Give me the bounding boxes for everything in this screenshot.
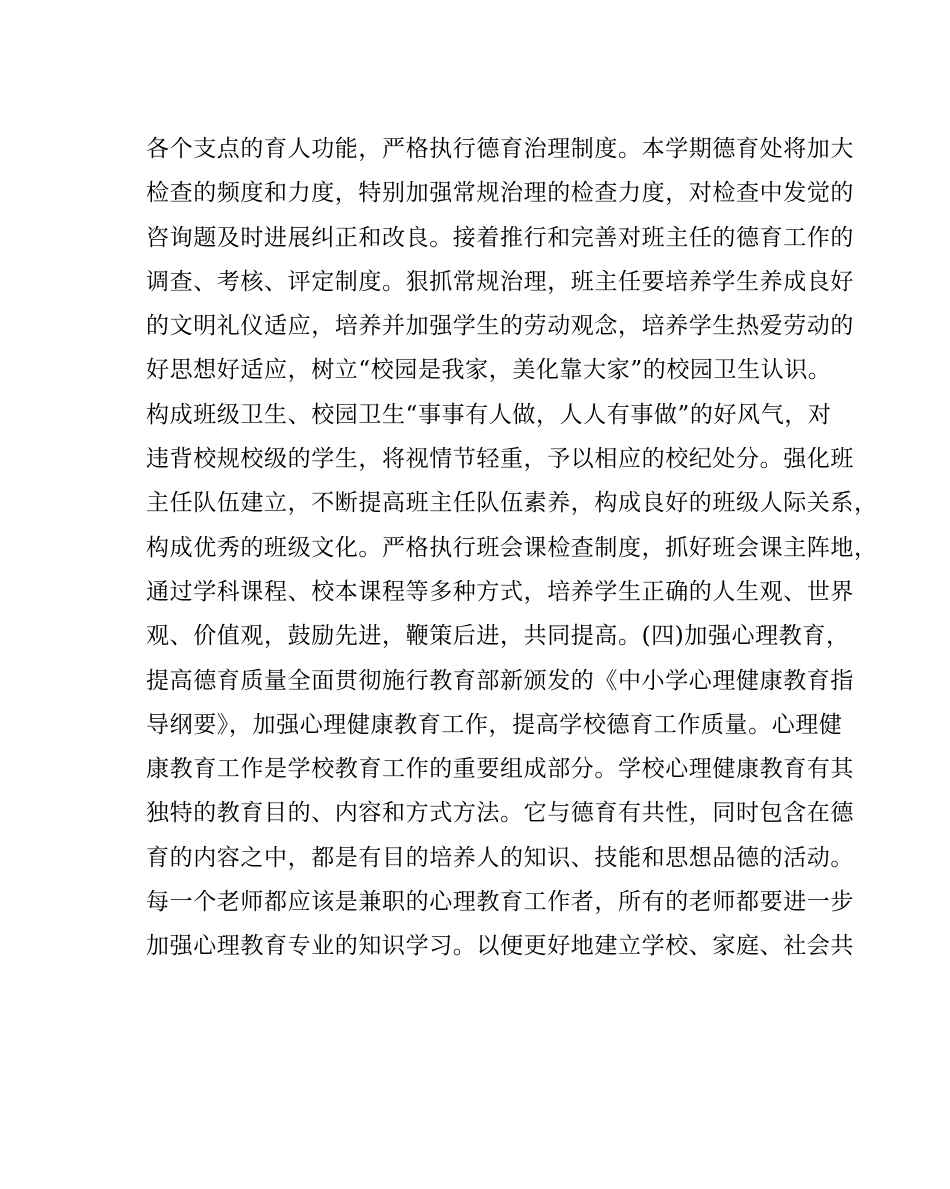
text-line: 构成优秀的班级文化。严格执行班会课检查制度，抓好班会课主阵地，: [146, 534, 878, 561]
text-line: 观、价值观，鼓励先进，鞭策后进，共同提高。(四)加强心理教育，: [146, 623, 850, 650]
text-line: 导纲要》，加强心理健康教育工作，提高学校德育工作质量。心理健: [146, 711, 843, 738]
text-line: 康教育工作是学校教育工作的重要组成部分。学校心理健康教育有其: [146, 756, 854, 783]
text-line: 各个支点的育人功能，严格执行德育治理制度。本学期德育处将加大: [146, 136, 854, 162]
text-line: 独特的教育目的、内容和方式方法。它与德育有共性，同时包含在德: [146, 800, 854, 827]
text-line: 构成班级卫生、校园卫生“事事有人做，人人有事做”的好风气，对: [146, 401, 832, 428]
text-line: 通过学科课程、校本课程等多种方式，培养学生正确的人生观、世界: [146, 578, 854, 605]
text-line: 的文明礼仪适应，培养并加强学生的劳动观念，培养学生热爱劳动的: [146, 313, 854, 340]
text-line: 咨询题及时进展纠正和改良。接着推行和完善对班主任的德育工作的: [146, 224, 854, 251]
text-line: 主任队伍建立，不断提高班主任队伍素养，构成良好的班级人际关系，: [146, 490, 878, 517]
text-line: 提高德育质量全面贯彻施行教育部新颁发的《中小学心理健康教育指: [146, 667, 854, 694]
text-line: 调查、考核、评定制度。狠抓常规治理，班主任要培养学生养成良好: [146, 268, 854, 295]
text-line: 违背校规校级的学生，将视情节轻重，予以相应的校纪处分。强化班: [146, 446, 854, 473]
text-line: 好思想好适应，树立“校园是我家，美化靠大家”的校园卫生认识。: [146, 357, 832, 384]
text-line: 每一个老师都应该是兼职的心理教育工作者，所有的老师都要进一步: [146, 889, 854, 916]
text-line: 加强心理教育专业的知识学习。以便更好地建立学校、家庭、社会共: [146, 933, 854, 960]
body-text: [146, 127, 878, 969]
text-line: 检查的频度和力度，特别加强常规治理的检查力度，对检查中发觉的: [146, 180, 854, 207]
text-line: 育的内容之中，都是有目的培养人的知识、技能和思想品德的活动。: [146, 844, 854, 871]
